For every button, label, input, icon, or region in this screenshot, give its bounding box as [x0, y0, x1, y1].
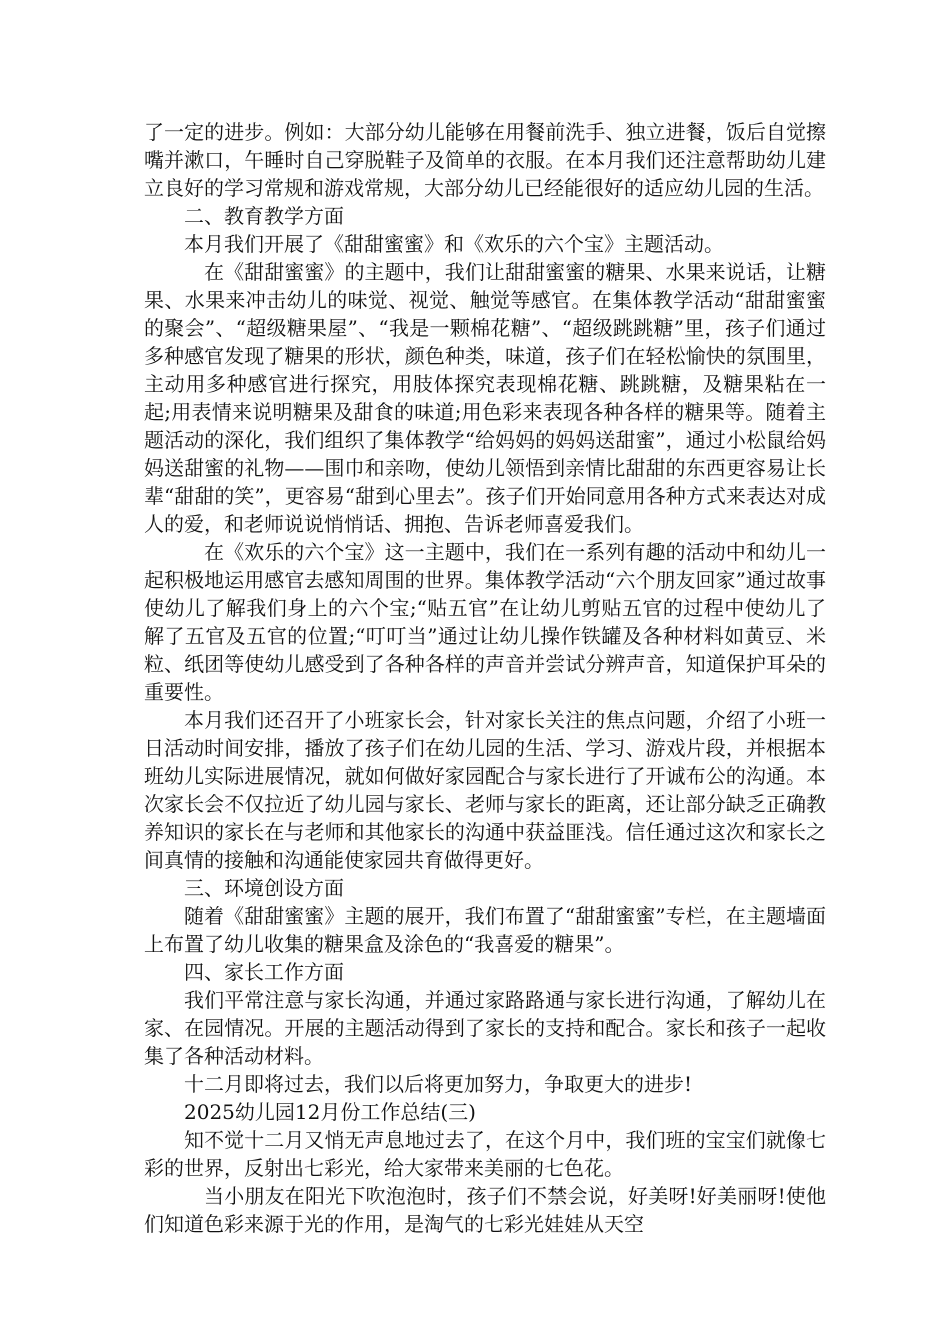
paragraph-closing: 十二月即将过去，我们以后将更加努力，争取更大的进步! [184, 1072, 693, 1096]
paragraph-december-intro: 知不觉十二月又悄无声息地过去了，在这个月中，我们班的宝宝们就像七彩的世界，反射出七彩光，给大家带来美丽的七色花。 [144, 1128, 826, 1180]
paragraph-parent-meeting: 本月我们还召开了小班家长会，针对家长关注的焦点问题，介绍了小班一日活动时间安排，播放了孩子们在幼儿园的生活、学习、游戏片段，并根据本班幼儿实际进展情况，就如何做好家园配合与家长进行了开诚布公的沟通。本次家长会不仅拉近了幼儿园与家长、老师与家长的距离，还让部分缺乏正确教养知识的家长在与老师和其他家长的沟通中获益匪浅。信任通过这次和家长之间真情的接触和沟通能使家园共育做得更好。 [144, 708, 826, 872]
section-heading-environment: 三、环境创设方面 [184, 876, 344, 900]
paragraph-environment: 随着《甜甜蜜蜜》主题的展开，我们布置了“甜甜蜜蜜”专栏，在主题墙面上布置了幼儿收集的糖果盒及涂色的“我喜爱的糖果”。 [144, 904, 826, 956]
paragraph-sweet-theme: 在《甜甜蜜蜜》的主题中，我们让甜甜蜜蜜的糖果、水果来说话，让糖果、水果来冲击幼儿的味觉、视觉、触觉等感官。在集体教学活动“甜甜蜜蜜的聚会”、“超级糖果屋”、“我是一颗棉花糖”、“超级跳跳糖”里，孩子们通过多种感官发现了糖果的形状，颜色种类，味道，孩子们在轻松愉快的氛围里，主动用多种感官进行探究，用肢体探究表现棉花糖、跳跳糖，及糖果粘在一起;用表情来说明糖果及甜食的味道;用色彩来表现各种各样的糖果等。随着主题活动的深化，我们组织了集体教学“给妈妈的妈妈送甜蜜”，通过小松鼠给妈妈送甜蜜的礼物——围巾和亲吻，使幼儿领悟到亲情比甜甜的东西更容易让长辈“甜甜的笑”，更容易“甜到心里去”。孩子们开始同意用各种方式来表达对成人的爱，和老师说说悄悄话、拥抱、告诉老师喜爱我们。 [144, 260, 826, 536]
section-heading-parent-work: 四、家长工作方面 [184, 960, 344, 984]
paragraph-bubbles: 当小朋友在阳光下吹泡泡时，孩子们不禁会说，好美呀!好美丽呀!使他们知道色彩来源于光的作用，是淘气的七彩光娃娃从天空 [144, 1184, 826, 1236]
paragraph-parent-work: 我们平常注意与家长沟通，并通过家路路通与家长进行沟通，了解幼儿在家、在园情况。开展的主题活动得到了家长的支持和配合。家长和孩子一起收集了各种活动材料。 [144, 988, 826, 1068]
paragraph-six-treasures-theme: 在《欢乐的六个宝》这一主题中，我们在一系列有趣的活动中和幼儿一起积极地运用感官去感知周围的世界。集体教学活动“六个朋友回家”通过故事使幼儿了解我们身上的六个宝;“贴五官”在让幼儿剪贴五官的过程中使幼儿了解了五官及五官的位置;“叮叮当”通过让幼儿操作铁罐及各种材料如黄豆、米粒、纸团等使幼儿感受到了各种各样的声音并尝试分辨声音，知道保护耳朵的重要性。 [144, 540, 826, 704]
document-subtitle: 2025幼儿园12月份工作总结(三) [184, 1100, 476, 1124]
paragraph-themes-overview: 本月我们开展了《甜甜蜜蜜》和《欢乐的六个宝》主题活动。 [184, 232, 724, 256]
section-heading-teaching: 二、教育教学方面 [184, 204, 344, 228]
paragraph-intro-continuation: 了一定的进步。例如：大部分幼儿能够在用餐前洗手、独立进餐，饭后自觉擦嘴并漱口，午睡时自己穿脱鞋子及简单的衣服。在本月我们还注意帮助幼儿建立良好的学习常规和游戏常规，大部分幼儿已经能很好的适应幼儿园的生活。 [144, 120, 826, 200]
document-page [144, 118, 826, 1238]
